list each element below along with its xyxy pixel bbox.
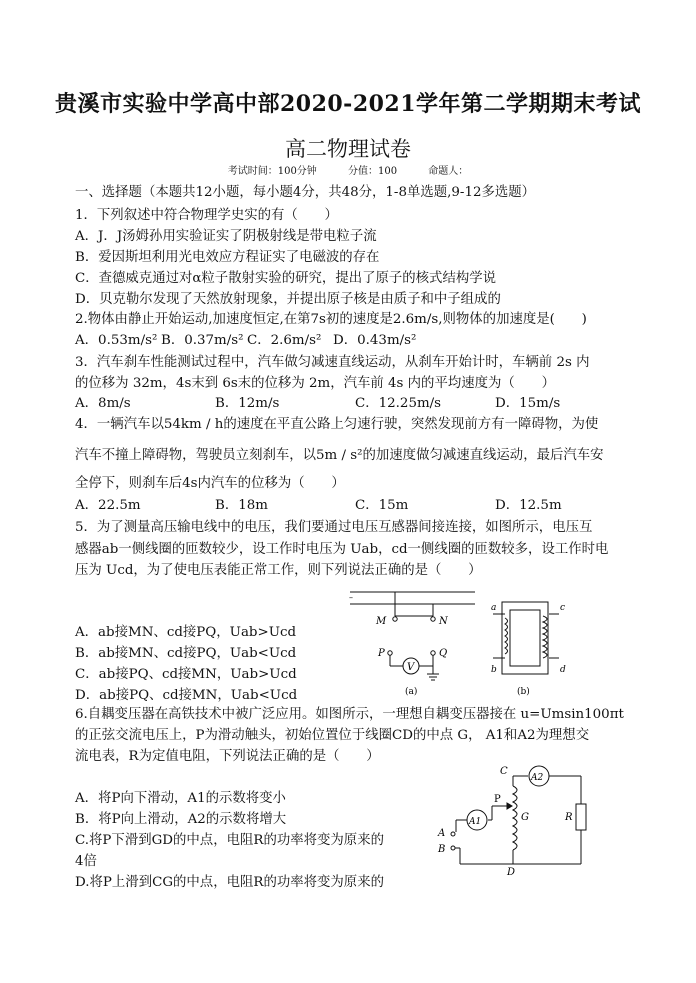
q6-fig-label-g: G [521, 812, 529, 823]
q5-fig-terminal-c: c [560, 603, 566, 613]
q5-stem-line3: 压为 Ucd，为了使电压表能正常工作，则下列说法正确的是（ ） [75, 563, 482, 578]
q3-stem-line2: 的位移为 32m，4s末到 6s末的位移为 2m，汽车前 4s 内的平均速度为（ ） [75, 376, 555, 391]
q5-fig-terminal-d: d [560, 665, 566, 675]
q1-option-c: C．查德威克通过对α粒子散射实验的研究，提出了原子的核式结构学说 [75, 271, 497, 286]
q2-option-c: C．2.6m/s² [247, 333, 322, 348]
q1-option-a: A．J．J汤姆孙用实验证实了阴极射线是带电粒子流 [75, 229, 377, 244]
q4-options [75, 494, 635, 513]
q6-stem-line1: 6.自耦变压器在高铁技术中被广泛应用。如图所示，一理想自耦变压器接在 u=Umsin100πt [75, 707, 624, 722]
exam-subtitle: 高二物理试卷 [285, 137, 411, 161]
q6-option-c-line2: 4倍 [75, 854, 97, 869]
q1-option-d: D．贝克勒尔发现了天然放射现象，并提出原子核是由质子和中子组成的 [75, 292, 501, 307]
q5-option-d: D．ab接PQ、cd接MN，Uab<Ucd [75, 688, 298, 703]
exam-score: 分值：100 [348, 166, 398, 177]
q4-option-c: C．15m [355, 498, 409, 513]
q6-option-c-line1: C.将P下滑到GD的中点，电阻R的功率将变为原来的 [75, 833, 384, 848]
q5-fig-caption-a: (a) [405, 687, 418, 697]
q6-fig-label-a2: A2 [531, 773, 544, 783]
q5-fig-label-q: Q [439, 648, 448, 659]
q5-option-a: A．ab接MN、cd接PQ，Uab>Ucd [75, 625, 297, 640]
q6-option-d: D.将P上滑到CG的中点，电阻R的功率将变为原来的 [75, 875, 384, 890]
q6-fig-label-c: C [500, 766, 508, 777]
q2-option-b: B．0.37m/s² [161, 333, 244, 348]
q5-fig-terminal-b: b [491, 665, 497, 675]
q6-stem-line3: 流电表，R为定值电阻，下列说法正确的是（ ） [75, 749, 380, 764]
q6-fig-label-a1: A1 [469, 817, 482, 827]
exam-time: 考试时间：100分钟 [227, 166, 317, 177]
q4-stem-line1: 4．一辆汽车以54km / h的速度在平直公路上匀速行驶，突然发现前方有一障碍物，为使 [75, 417, 599, 432]
q4-stem-line2: 汽车不撞上障碍物，驾驶员立刻刹车，以5m / s²的加速度做匀减速直线运动，最后汽车安 [75, 448, 604, 463]
q3-option-a: A．8m/s [75, 396, 131, 411]
q6-option-b: B．将P向上滑动，A2的示数将增大 [75, 812, 287, 827]
q2-option-d: D．0.43m/s² [333, 333, 417, 348]
exam-meta [0, 162, 696, 177]
q5-option-b: B．ab接MN、cd接PQ，Uab<Ucd [75, 646, 297, 661]
q5-figure [345, 588, 575, 700]
q6-fig-label-d: D [507, 867, 516, 878]
q5-fig-minus: – [349, 593, 353, 602]
q5-stem-line1: 5．为了测量高压输电线中的电压，我们要通过电压互感器间接连接，如图所示，电压互 [75, 520, 593, 535]
q2-stem: 2.物体由静止开始运动,加速度恒定,在第7s初的速度是2.6m/s,则物体的加速度是( ) [75, 312, 587, 327]
q6-fig-label-a: A [438, 828, 446, 839]
q6-option-a: A．将P向下滑动，A1的示数将变小 [75, 791, 286, 806]
q2-option-a: A．0.53m/s² [75, 333, 158, 348]
q2-options [75, 329, 635, 348]
q3-option-b: B．12m/s [215, 396, 280, 411]
q5-fig-label-m: M [376, 616, 387, 627]
q5-stem-line2: 感器ab一侧线圈的匝数较少，设工作时电压为 Uab，cd一侧线圈的匝数较多，设工作时电 [75, 542, 609, 557]
q5-fig-caption-b: (b) [517, 687, 530, 697]
q1-option-b: B．爱因斯坦利用光电效应方程证实了电磁波的存在 [75, 250, 380, 265]
q3-stem-line1: 3．汽车刹车性能测试过程中，汽车做匀减速直线运动，从刹车开始计时，车辆前 2s 内 [75, 355, 590, 370]
section-heading: 一、选择题（本题共12小题，每小题4分，共48分，1-8单选题,9-12多选题） [75, 185, 536, 200]
q5-option-c: C．ab接PQ、cd接MN，Uab>Ucd [75, 667, 297, 682]
exam-author: 命题人： [428, 166, 469, 177]
q6-figure [428, 762, 598, 878]
q4-option-d: D．12.5m [495, 498, 562, 513]
q3-option-d: D．15m/s [495, 396, 561, 411]
q6-fig-label-p: P [494, 794, 501, 805]
q4-option-b: B．18m [215, 498, 268, 513]
q3-option-c: C．12.25m/s [355, 396, 442, 411]
q6-fig-label-b: B [438, 844, 446, 855]
q5-fig-terminal-a: a [491, 603, 497, 613]
exam-title: 贵溪市实验中学高中部2020-2021学年第二学期期末考试 [54, 91, 642, 117]
q4-option-a: A．22.5m [75, 498, 141, 513]
q4-stem-line3: 全停下，则刹车后4s内汽车的位移为（ ） [75, 476, 345, 491]
q5-fig-label-n: N [439, 616, 448, 627]
q3-options [75, 392, 635, 411]
q5-fig-label-p: P [378, 648, 385, 659]
q6-fig-label-r: R [565, 812, 573, 823]
q5-fig-label-v: V [407, 662, 415, 673]
q1-stem: 1．下列叙述中符合物理学史实的有（ ） [75, 208, 338, 223]
q6-stem-line2: 的正弦交流电压上，P为滑动触头，初始位置位于线圈CD的中点 G， A1和A2为理想交 [75, 728, 590, 743]
